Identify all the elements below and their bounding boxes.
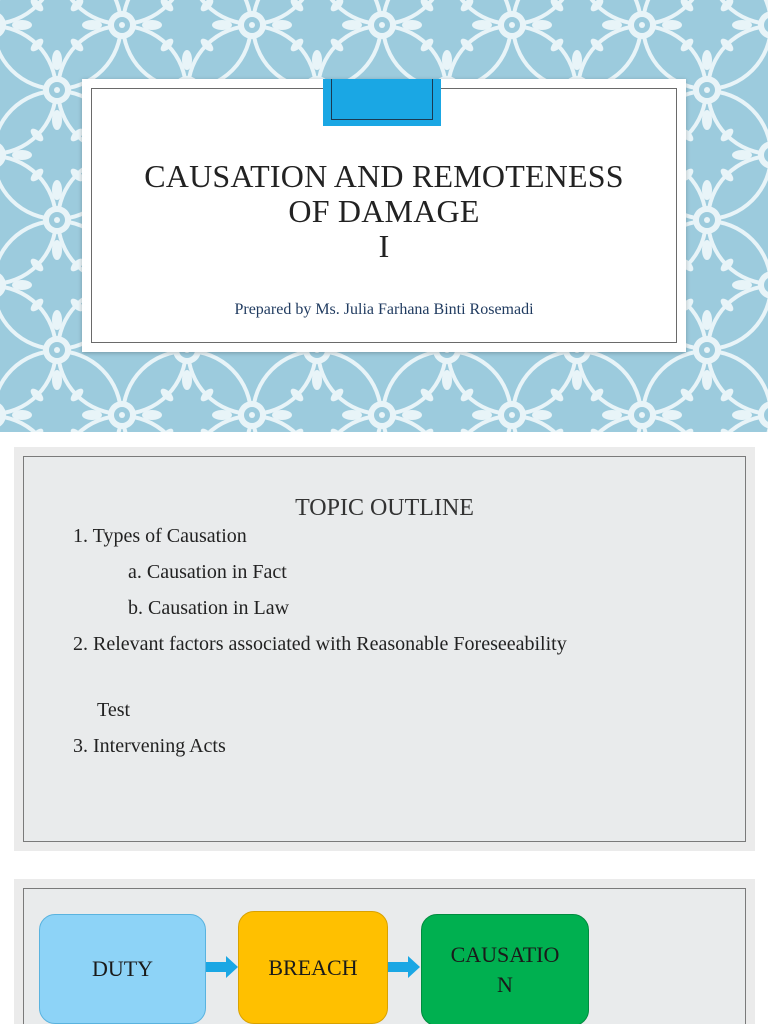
slide-title-line1: CAUSATION AND REMOTENESS [144, 158, 624, 194]
breach-label: BREACH [268, 954, 358, 980]
outline-item-2: 2. Relevant factors associated with Reasonable Foreseeability [73, 633, 567, 655]
title-card [82, 79, 686, 352]
outline-heading: TOPIC OUTLINE [295, 495, 474, 521]
slide-title-line2: OF DAMAGE [288, 193, 480, 229]
outline-item-1: 1. Types of Causation [73, 525, 247, 547]
outline-slide [14, 447, 755, 851]
title-accent-tab-border [331, 79, 433, 120]
breach-box [238, 911, 388, 1024]
arrow-breach-causation-icon [388, 955, 420, 979]
title-accent-tab [323, 79, 441, 126]
outline-item-1a: a. Causation in Fact [128, 561, 287, 583]
causation-label-line2: N [497, 972, 513, 997]
slide-title [82, 159, 686, 264]
outline-item-1b: b. Causation in Law [128, 597, 290, 619]
duty-label: DUTY [91, 956, 154, 981]
title-slide [0, 0, 768, 432]
flow-slide [14, 879, 755, 1024]
outline-frame [23, 456, 746, 842]
prepared-by: Prepared by Ms. Julia Farhana Binti Rosemadi [234, 301, 534, 318]
causation-label-line1: CAUSATIO [450, 942, 560, 967]
outline-item-3: 3. Intervening Acts [73, 735, 226, 757]
slide-title-line3: I [378, 228, 390, 264]
outline-item-2-cont: Test [97, 699, 131, 721]
flow-frame [23, 888, 746, 1024]
causation-box [421, 914, 589, 1024]
duty-box [39, 914, 206, 1024]
arrow-duty-breach-icon [206, 955, 238, 979]
